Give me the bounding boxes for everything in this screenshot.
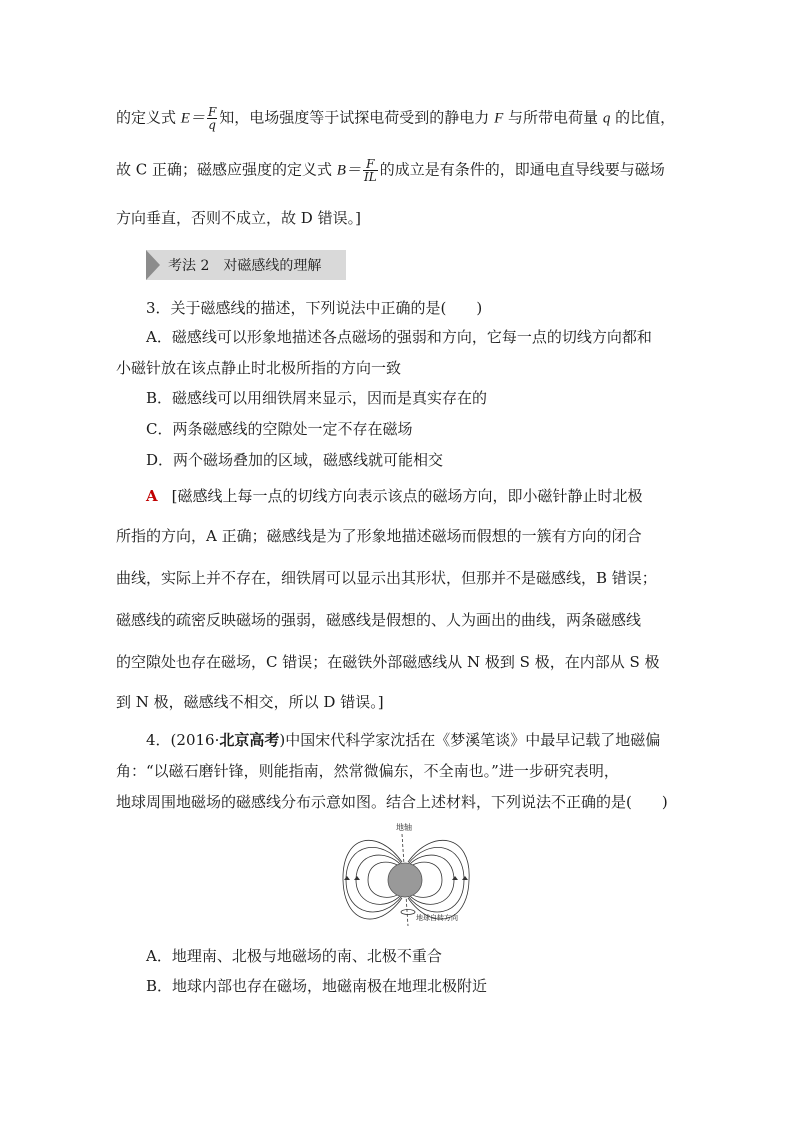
prev-answer-line-3: 方向垂直，否则不成立，故 D 错误。] — [116, 209, 361, 227]
q3-answer-line-2: 所指的方向，A 正确；磁感线是为了形象地描述磁场而假想的一簇有方向的闭合 — [116, 527, 642, 545]
q3-option-a-line-1: A．磁感线可以形象地描述各点磁场的强弱和方向，它每一点的切线方向都和 — [146, 328, 652, 346]
arrow-icon — [462, 876, 468, 880]
fraction — [207, 106, 217, 131]
fraction-numerator: F — [207, 105, 217, 119]
text: 的比值， — [615, 108, 676, 127]
text: 与所带电荷量 — [508, 108, 599, 127]
text: 知，电场强度等于试探电荷受到的静电力 — [219, 108, 490, 127]
earth-globe — [388, 863, 422, 897]
text: 4．(2016· — [146, 731, 220, 749]
q3-answer-line-1 — [146, 486, 643, 506]
q4-stem-line-3: 地球周围地磁场的磁感线分布示意如图。结合上述材料，下列说法不正确的是( ) — [116, 793, 668, 811]
prev-answer-line-2 — [116, 158, 665, 183]
q4-stem-line-1 — [146, 730, 660, 751]
fraction-denominator: IL — [363, 170, 377, 184]
fraction-numerator: F — [363, 158, 378, 171]
rotation-arrow-icon — [401, 910, 415, 915]
text: 的定义式 — [116, 108, 177, 127]
section-header — [146, 250, 346, 280]
arrow-icon — [452, 876, 458, 880]
fraction — [363, 158, 378, 183]
q3-stem: 3．关于磁感线的描述，下列说法中正确的是( ) — [146, 299, 483, 317]
q3-answer-line-5: 的空隙处也存在磁场，C 错误；在磁铁外部磁感线从 N 极到 S 极，在内部从 S 极 — [116, 653, 660, 671]
q3-option-c: C．两条磁感线的空隙处一定不存在磁场 — [146, 420, 413, 438]
q4-option-b: B．地球内部也存在磁场，地磁南极在地理北极附近 — [146, 977, 488, 995]
formula-lhs: B＝ — [336, 162, 361, 179]
text: 故 C 正确；磁感应强度的定义式 — [116, 160, 333, 179]
symbol: q — [602, 110, 611, 127]
q3-option-d: D．两个磁场叠加的区域，磁感线就可能相交 — [146, 451, 444, 469]
q4-stem-line-2: 角：“以磁石磨针锋，则能指南，然常微偏东，不全南也。”进一步研究表明， — [116, 762, 619, 780]
arrow-icon — [344, 876, 350, 880]
source: 北京高考 — [219, 732, 280, 749]
prev-answer-line-1 — [116, 106, 675, 131]
axis-label: 地轴 — [396, 823, 412, 832]
section-title: 考法 2 对磁感线的理解 — [168, 258, 322, 274]
text: 的成立是有条件的，即通电直导线要与磁场 — [379, 160, 665, 179]
fraction-denominator: q — [208, 118, 216, 132]
text: [磁感线上每一点的切线方向表示该点的磁场方向，即小磁针静止时北极 — [171, 487, 643, 505]
q3-answer-line-3: 曲线，实际上并不存在，细铁屑可以显示出其形状，但那并不是磁感线，B 错误； — [116, 569, 657, 587]
q4-option-a: A．地理南、北极与地磁场的南、北极不重合 — [146, 947, 442, 965]
formula-lhs: E＝ — [180, 110, 205, 127]
arrow-icon — [354, 876, 360, 880]
section-arrow-icon — [146, 250, 160, 280]
symbol: F — [494, 110, 504, 127]
q3-option-b: B．磁感线可以用细铁屑来显示，因而是真实存在的 — [146, 389, 488, 407]
q3-option-a-line-2: 小磁针放在该点静止时北极所指的方向一致 — [116, 359, 402, 377]
text: )中国宋代科学家沈括在《梦溪笔谈》中最早记载了地磁偏 — [279, 731, 661, 749]
rotation-label: 地球自转方向 — [416, 914, 458, 922]
earth-magnetic-field-diagram — [342, 820, 472, 932]
q3-answer-line-6: 到 N 极，磁感线不相交，所以 D 错误。] — [116, 693, 384, 711]
answer-letter: A — [146, 487, 158, 505]
q3-answer-line-4: 磁感线的疏密反映磁场的强弱，磁感线是假想的、人为画出的曲线，两条磁感线 — [116, 611, 642, 629]
